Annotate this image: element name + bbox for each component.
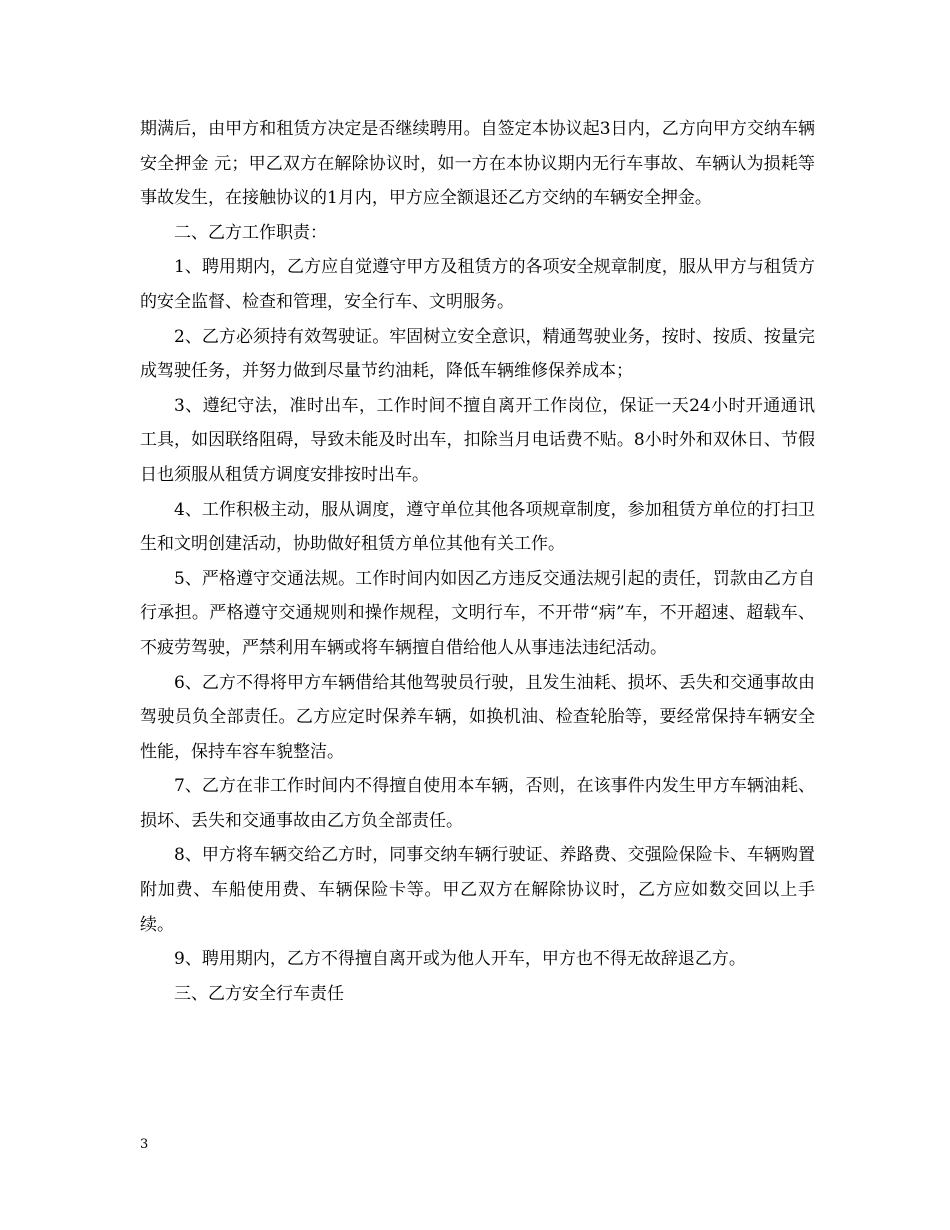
paragraph: 2、乙方必须持有效驾驶证。牢固树立安全意识，精通驾驶业务，按时、按质、按量完成驾驶任务，并努力做到尽量节约油耗，降低车辆维修保养成本；: [140, 326, 815, 382]
section-heading: 二、乙方工作职责：: [174, 222, 327, 243]
paragraph: 7、乙方在非工作时间内不得擅自使用本车辆，否则，在该事件内发生甲方车辆油耗、损坏、丢失和交通事故由乙方负全部责任。: [140, 776, 815, 831]
paragraph: 8、甲方将车辆交给乙方时，同事交纳车辆行驶证、养路费、交强险保险卡、车辆购置附加费、车船使用费、车辆保险卡等。甲乙双方在解除协议时，乙方应如数交回以上手续。: [140, 845, 815, 935]
paragraph: 1、聘用期内，乙方应自觉遵守甲方及租赁方的各项安全规章制度，服从甲方与租赁方的安全监督、检查和管理，安全行车、文明服务。: [140, 257, 815, 312]
paragraph: 期满后，由甲方和租赁方决定是否继续聘用。自签定本协议起3日内，乙方向甲方交纳车辆安全押金 元；甲乙双方在解除协议时，如一方在本协议期内无行车事故、车辆认为损耗等事故发生，在接触协议的1月内，甲方应全额退还乙方交纳的车辆安全押金。: [140, 119, 815, 209]
paragraph: 3、遵纪守法，准时出车，工作时间不擅自离开工作岗位，保证一天24小时开通通讯工具，如因联络阻碍，导致未能及时出车，扣除当月电话费不贴。8小时外和双休日、节假日也须服从租赁方调度安排按时出车。: [140, 395, 815, 485]
document-body: [140, 112, 815, 1011]
paragraph: 9、聘用期内，乙方不得擅自离开或为他人开车，甲方也不得无故辞退乙方。: [174, 949, 746, 970]
paragraph: 6、乙方不得将甲方车辆借给其他驾驶员行驶，且发生油耗、损坏、丢失和交通事故由驾驶员负全部责任。乙方应定时保养车辆，如换机油、检查轮胎等，要经常保持车辆安全性能，保持车容车貌整洁。: [140, 672, 815, 762]
section-heading: 三、乙方安全行车责任: [174, 983, 344, 1004]
paragraph: 5、严格遵守交通法规。工作时间内如因乙方违反交通法规引起的责任，罚款由乙方自行承担。严格遵守交通规则和操作规程，文明行车，不开带“病”车，不开超速、超载车、不疲劳驾驶，严禁利用车辆或将车辆擅自借给他人从事违法违纪活动。: [140, 568, 815, 658]
page-number: 3: [140, 1137, 149, 1152]
paragraph: 4、工作积极主动，服从调度，遵守单位其他各项规章制度，参加租赁方单位的打扫卫生和文明创建活动，协助做好租赁方单位其他有关工作。: [140, 499, 815, 555]
